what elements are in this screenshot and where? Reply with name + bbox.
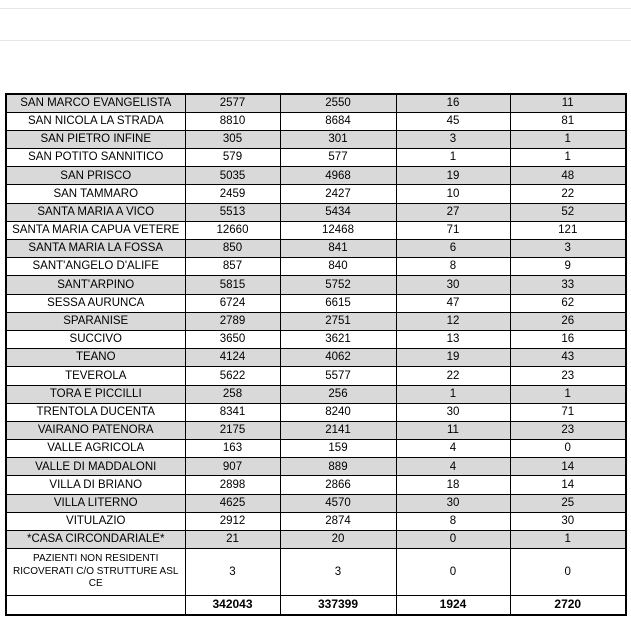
table-row — [6, 221, 626, 239]
value-cell: 4570 — [280, 494, 396, 512]
value-cell: 25 — [510, 494, 626, 512]
value-cell: 27 — [396, 203, 510, 221]
value-cell: 840 — [280, 258, 396, 276]
value-cell: 0 — [510, 549, 626, 596]
municipality-cell: VILLA LITERNO — [6, 494, 185, 512]
value-cell: 5513 — [185, 203, 280, 221]
value-cell: 2898 — [185, 476, 280, 494]
table-row — [6, 458, 626, 476]
value-cell: 1 — [510, 130, 626, 148]
value-cell: 6724 — [185, 294, 280, 312]
table-row — [6, 512, 626, 530]
municipality-cell: PAZIENTI NON RESIDENTI RICOVERATI C/O STRUTTURE ASL CE — [6, 549, 185, 596]
municipality-cell: VALLE DI MADDALONI — [6, 458, 185, 476]
value-cell: 2874 — [280, 512, 396, 530]
value-cell: 43 — [510, 349, 626, 367]
value-cell: 2751 — [280, 312, 396, 330]
totals-value-cell: 342043 — [185, 596, 280, 615]
value-cell: 2141 — [280, 421, 396, 439]
table-row — [6, 258, 626, 276]
municipality-cell: SANT'ARPINO — [6, 276, 185, 294]
table-row — [6, 440, 626, 458]
municipality-cell: SESSA AURUNCA — [6, 294, 185, 312]
value-cell: 1 — [396, 385, 510, 403]
value-cell: 45 — [396, 112, 510, 130]
value-cell: 907 — [185, 458, 280, 476]
value-cell: 6 — [396, 240, 510, 258]
value-cell: 8 — [396, 512, 510, 530]
value-cell: 14 — [510, 458, 626, 476]
municipality-table — [5, 93, 627, 616]
value-cell: 841 — [280, 240, 396, 258]
table-row — [6, 349, 626, 367]
value-cell: 0 — [510, 440, 626, 458]
municipality-cell: SANTA MARIA A VICO — [6, 203, 185, 221]
value-cell: 1 — [396, 149, 510, 167]
value-cell: 9 — [510, 258, 626, 276]
table-row-totals — [6, 596, 626, 615]
value-cell: 2577 — [185, 94, 280, 112]
value-cell: 159 — [280, 440, 396, 458]
table-row — [6, 476, 626, 494]
municipality-cell: SAN POTITO SANNITICO — [6, 149, 185, 167]
value-cell: 5752 — [280, 276, 396, 294]
table-row — [6, 312, 626, 330]
totals-value-cell: 1924 — [396, 596, 510, 615]
value-cell: 0 — [396, 531, 510, 549]
table-row — [6, 203, 626, 221]
value-cell: 19 — [396, 167, 510, 185]
table-row — [6, 385, 626, 403]
value-cell: 6615 — [280, 294, 396, 312]
top-divider-1 — [0, 8, 631, 9]
value-cell: 4124 — [185, 349, 280, 367]
value-cell: 52 — [510, 203, 626, 221]
value-cell: 1 — [510, 149, 626, 167]
table-row — [6, 367, 626, 385]
table-row — [6, 421, 626, 439]
value-cell: 71 — [396, 221, 510, 239]
value-cell: 71 — [510, 403, 626, 421]
table-row — [6, 94, 626, 112]
value-cell: 3621 — [280, 330, 396, 348]
value-cell: 850 — [185, 240, 280, 258]
municipality-cell: TEVEROLA — [6, 367, 185, 385]
value-cell: 81 — [510, 112, 626, 130]
value-cell: 305 — [185, 130, 280, 148]
value-cell: 3650 — [185, 330, 280, 348]
value-cell: 2912 — [185, 512, 280, 530]
municipality-cell: SPARANISE — [6, 312, 185, 330]
value-cell: 30 — [396, 494, 510, 512]
table-row — [6, 185, 626, 203]
value-cell: 13 — [396, 330, 510, 348]
table-row — [6, 112, 626, 130]
totals-value-cell: 2720 — [510, 596, 626, 615]
value-cell: 5577 — [280, 367, 396, 385]
value-cell: 121 — [510, 221, 626, 239]
value-cell: 3 — [185, 549, 280, 596]
value-cell: 579 — [185, 149, 280, 167]
top-divider-2 — [0, 40, 631, 41]
value-cell: 8341 — [185, 403, 280, 421]
value-cell: 2175 — [185, 421, 280, 439]
table-row-non-residents — [6, 549, 626, 596]
value-cell: 889 — [280, 458, 396, 476]
value-cell: 4625 — [185, 494, 280, 512]
municipality-cell: SANTA MARIA CAPUA VETERE — [6, 221, 185, 239]
value-cell: 0 — [396, 549, 510, 596]
value-cell: 5434 — [280, 203, 396, 221]
value-cell: 3 — [510, 240, 626, 258]
value-cell: 8684 — [280, 112, 396, 130]
table-row — [6, 240, 626, 258]
table-row — [6, 330, 626, 348]
value-cell: 258 — [185, 385, 280, 403]
value-cell: 21 — [185, 531, 280, 549]
value-cell: 23 — [510, 367, 626, 385]
table-row — [6, 276, 626, 294]
value-cell: 3 — [396, 130, 510, 148]
municipality-cell: TORA E PICCILLI — [6, 385, 185, 403]
value-cell: 8 — [396, 258, 510, 276]
table-row — [6, 494, 626, 512]
value-cell: 4968 — [280, 167, 396, 185]
value-cell: 2459 — [185, 185, 280, 203]
value-cell: 256 — [280, 385, 396, 403]
value-cell: 16 — [396, 94, 510, 112]
value-cell: 30 — [396, 276, 510, 294]
value-cell: 20 — [280, 531, 396, 549]
value-cell: 22 — [510, 185, 626, 203]
value-cell: 5622 — [185, 367, 280, 385]
value-cell: 14 — [510, 476, 626, 494]
totals-value-cell: 337399 — [280, 596, 396, 615]
table-row — [6, 167, 626, 185]
municipality-cell: VILLA DI BRIANO — [6, 476, 185, 494]
value-cell: 301 — [280, 130, 396, 148]
value-cell: 4 — [396, 458, 510, 476]
value-cell: 2427 — [280, 185, 396, 203]
value-cell: 30 — [396, 403, 510, 421]
value-cell: 12660 — [185, 221, 280, 239]
municipality-cell: VALLE AGRICOLA — [6, 440, 185, 458]
table-row — [6, 294, 626, 312]
municipality-cell: SAN PRISCO — [6, 167, 185, 185]
value-cell: 62 — [510, 294, 626, 312]
municipality-cell: *CASA CIRCONDARIALE* — [6, 531, 185, 549]
value-cell: 1 — [510, 531, 626, 549]
value-cell: 4 — [396, 440, 510, 458]
value-cell: 8810 — [185, 112, 280, 130]
value-cell: 33 — [510, 276, 626, 294]
municipality-cell: SAN TAMMARO — [6, 185, 185, 203]
totals-empty-cell — [6, 596, 185, 615]
value-cell: 12 — [396, 312, 510, 330]
value-cell: 8240 — [280, 403, 396, 421]
table-row — [6, 149, 626, 167]
municipality-cell: TEANO — [6, 349, 185, 367]
value-cell: 2789 — [185, 312, 280, 330]
value-cell: 19 — [396, 349, 510, 367]
value-cell: 10 — [396, 185, 510, 203]
value-cell: 30 — [510, 512, 626, 530]
value-cell: 16 — [510, 330, 626, 348]
municipality-cell: SANT'ANGELO D'ALIFE — [6, 258, 185, 276]
table-row — [6, 531, 626, 549]
municipality-cell: VITULAZIO — [6, 512, 185, 530]
value-cell: 2550 — [280, 94, 396, 112]
municipality-cell: VAIRANO PATENORA — [6, 421, 185, 439]
table-row — [6, 403, 626, 421]
value-cell: 47 — [396, 294, 510, 312]
value-cell: 1 — [510, 385, 626, 403]
value-cell: 5035 — [185, 167, 280, 185]
value-cell: 48 — [510, 167, 626, 185]
value-cell: 11 — [396, 421, 510, 439]
municipality-cell: SAN PIETRO INFINE — [6, 130, 185, 148]
table-body — [6, 94, 626, 615]
municipality-cell: TRENTOLA DUCENTA — [6, 403, 185, 421]
value-cell: 26 — [510, 312, 626, 330]
municipality-cell: SANTA MARIA LA FOSSA — [6, 240, 185, 258]
value-cell: 23 — [510, 421, 626, 439]
value-cell: 22 — [396, 367, 510, 385]
municipality-cell: SAN NICOLA LA STRADA — [6, 112, 185, 130]
municipality-cell: SUCCIVO — [6, 330, 185, 348]
value-cell: 5815 — [185, 276, 280, 294]
table-row — [6, 130, 626, 148]
value-cell: 2866 — [280, 476, 396, 494]
value-cell: 857 — [185, 258, 280, 276]
value-cell: 4062 — [280, 349, 396, 367]
value-cell: 3 — [280, 549, 396, 596]
value-cell: 12468 — [280, 221, 396, 239]
municipality-cell: SAN MARCO EVANGELISTA — [6, 94, 185, 112]
value-cell: 163 — [185, 440, 280, 458]
value-cell: 11 — [510, 94, 626, 112]
value-cell: 18 — [396, 476, 510, 494]
value-cell: 577 — [280, 149, 396, 167]
